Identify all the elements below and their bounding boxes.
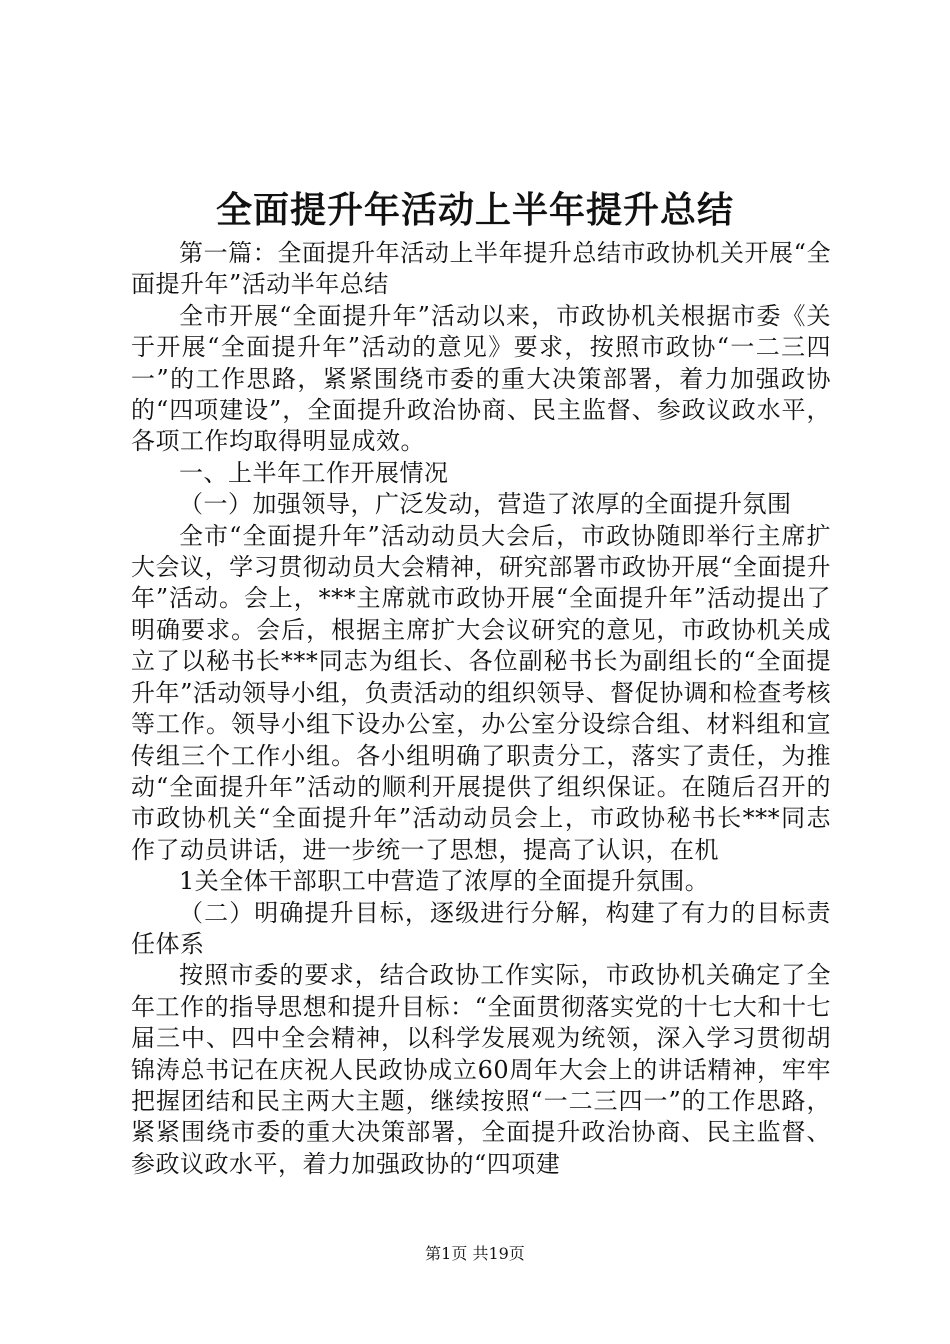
paragraph: 1关全体干部职工中营造了浓厚的全面提升氛围。 [179,867,710,896]
subsection-heading: （一）加强领导，广泛发动，营造了浓厚的全面提升氛围 [179,490,792,519]
section-heading: 一、上半年工作开展情况 [179,458,449,487]
paragraph: 全市“全面提升年”活动动员大会后，市政协随即举行主席扩大会议，学习贯彻动员大会精神，研究部署市政协开展“全面提升年”活动。会上，***主席就市政协开展“全面提升年”活动提出了明确要求。会后，根据主席扩大会议研究的意见，市政协机关成立了以秘书长***同志为组长、各位副秘书长为副组长的“全面提升年”活动领导小组，负责活动的组织领导、督促协调和检查考核等工作。领导小组下设办公室，办公室分设综合组、材料组和宣传组三个工作小组。各小组明确了职责分工，落实了责任，为推动“全面提升年”活动的顺利开展提供了组织保证。在随后召开的市政协机关“全面提升年”活动动员会上，市政协秘书长***同志作了动员讲话，进一步统一了思想，提高了认识，在机 [131,521,831,864]
document-body [131,238,831,1180]
subsection-heading: （二）明确提升目标，逐级进行分解，构建了有力的目标责任体系 [131,898,831,958]
page-footer: 第1页 共19页 [425,1244,525,1263]
paragraph: 全市开展“全面提升年”活动以来，市政协机关根据市委《关于开展“全面提升年”活动的意见》要求，按照市政协“一二三四一”的工作思路，紧紧围绕市委的重大决策部署，着力加强政协的“四项建设”，全面提升政治协商、民主监督、参政议政水平，各项工作均取得明显成效。 [131,301,831,456]
document-title: 全面提升年活动上半年提升总结 [215,189,734,231]
paragraph: 按照市委的要求，结合政协工作实际，市政协机关确定了全年工作的指导思想和提升目标：“全面贯彻落实党的十七大和十七届三中、四中全会精神，以科学发展观为统领，深入学习贯彻胡锦涛总书记在庆祝人民政协成立60周年大会上的讲话精神，牢牢把握团结和民主两大主题，继续按照“一二三四一”的工作思路，紧紧围绕市委的重大决策部署，全面提升政治协商、民主监督、参政议政水平，着力加强政协的“四项建 [131,961,831,1178]
paragraph: 第一篇：全面提升年活动上半年提升总结市政协机关开展“全面提升年”活动半年总结 [131,239,831,299]
